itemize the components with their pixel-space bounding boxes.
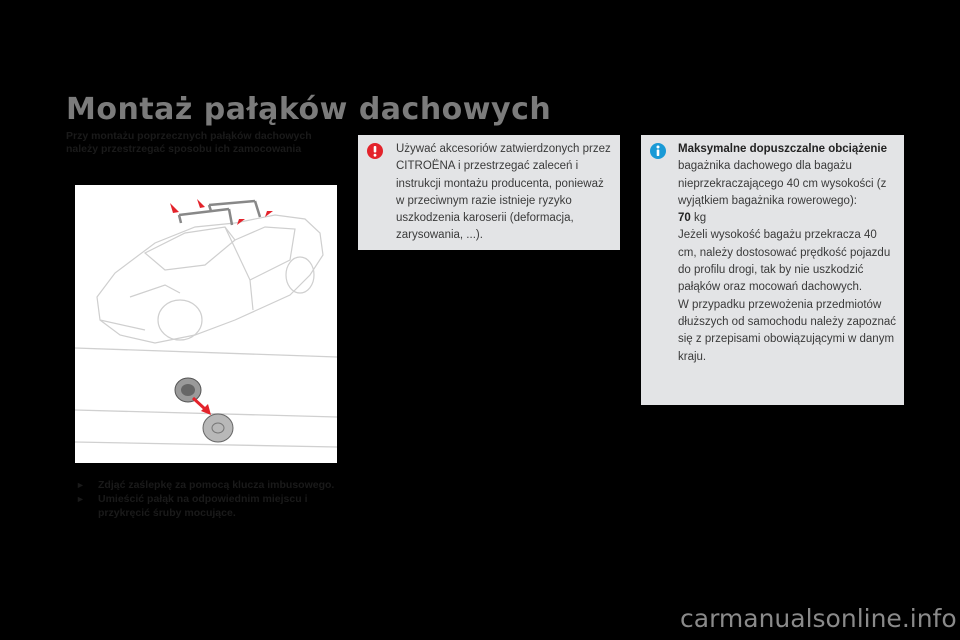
load-value-line	[678, 210, 898, 227]
info-icon	[650, 143, 666, 159]
info-text-long-items: W przypadku przewożenia przedmiotów dłuższych od samochodu należy zapoznać się z przepisami obowiązującymi w danym kraju.	[678, 298, 896, 363]
warning-text: Używać akcesoriów zatwierdzonych przez CITROËNA i przestrzegać zaleceń i instrukcji montażu producenta, ponieważ w przeciwnym razie istnieje ryzyko uszkodzenia karoserii (deformacja, zarysowania, ...).	[396, 143, 611, 242]
car-roof-bars-drawing	[75, 185, 337, 463]
roof-bars-illustration	[75, 185, 337, 463]
warning-box	[358, 135, 620, 250]
page-title: Montaż pałąków dachowych	[66, 92, 552, 127]
step-item	[76, 478, 346, 492]
arrow-bullet-icon: ►	[76, 494, 85, 504]
step-text: Umieścić pałąk na odpowiednim miejscu i przykręcić śruby mocujące.	[98, 493, 308, 519]
info-box	[641, 135, 904, 405]
info-text-load: bagażnika dachowego dla bagażu nieprzekraczającego 40 cm wysokości (z wyjątkiem bagażnika rowerowego):	[678, 160, 887, 207]
arrow-bullet-icon: ►	[76, 480, 85, 490]
info-heading: Maksymalne dopuszczalne obciążenie	[678, 143, 887, 155]
page-subtitle: Przy montażu poprzecznych pałąków dachowych należy przestrzegać sposobu ich zamocowania	[66, 130, 312, 155]
info-text-height: Jeżeli wysokość bagażu przekracza 40 cm, należy dostosować prędkość pojazdu do profilu drogi, tak by nie uszkodzić pałąków oraz mocowań dachowych.	[678, 229, 891, 294]
step-text: Zdjąć zaślepkę za pomocą klucza imbusowego.	[98, 479, 335, 491]
installation-steps	[76, 478, 346, 520]
step-item	[76, 492, 346, 520]
load-value: 70	[678, 212, 691, 225]
watermark: carmanualsonline.info	[680, 604, 957, 633]
load-unit: kg	[690, 212, 707, 225]
exclamation-icon	[367, 143, 383, 159]
